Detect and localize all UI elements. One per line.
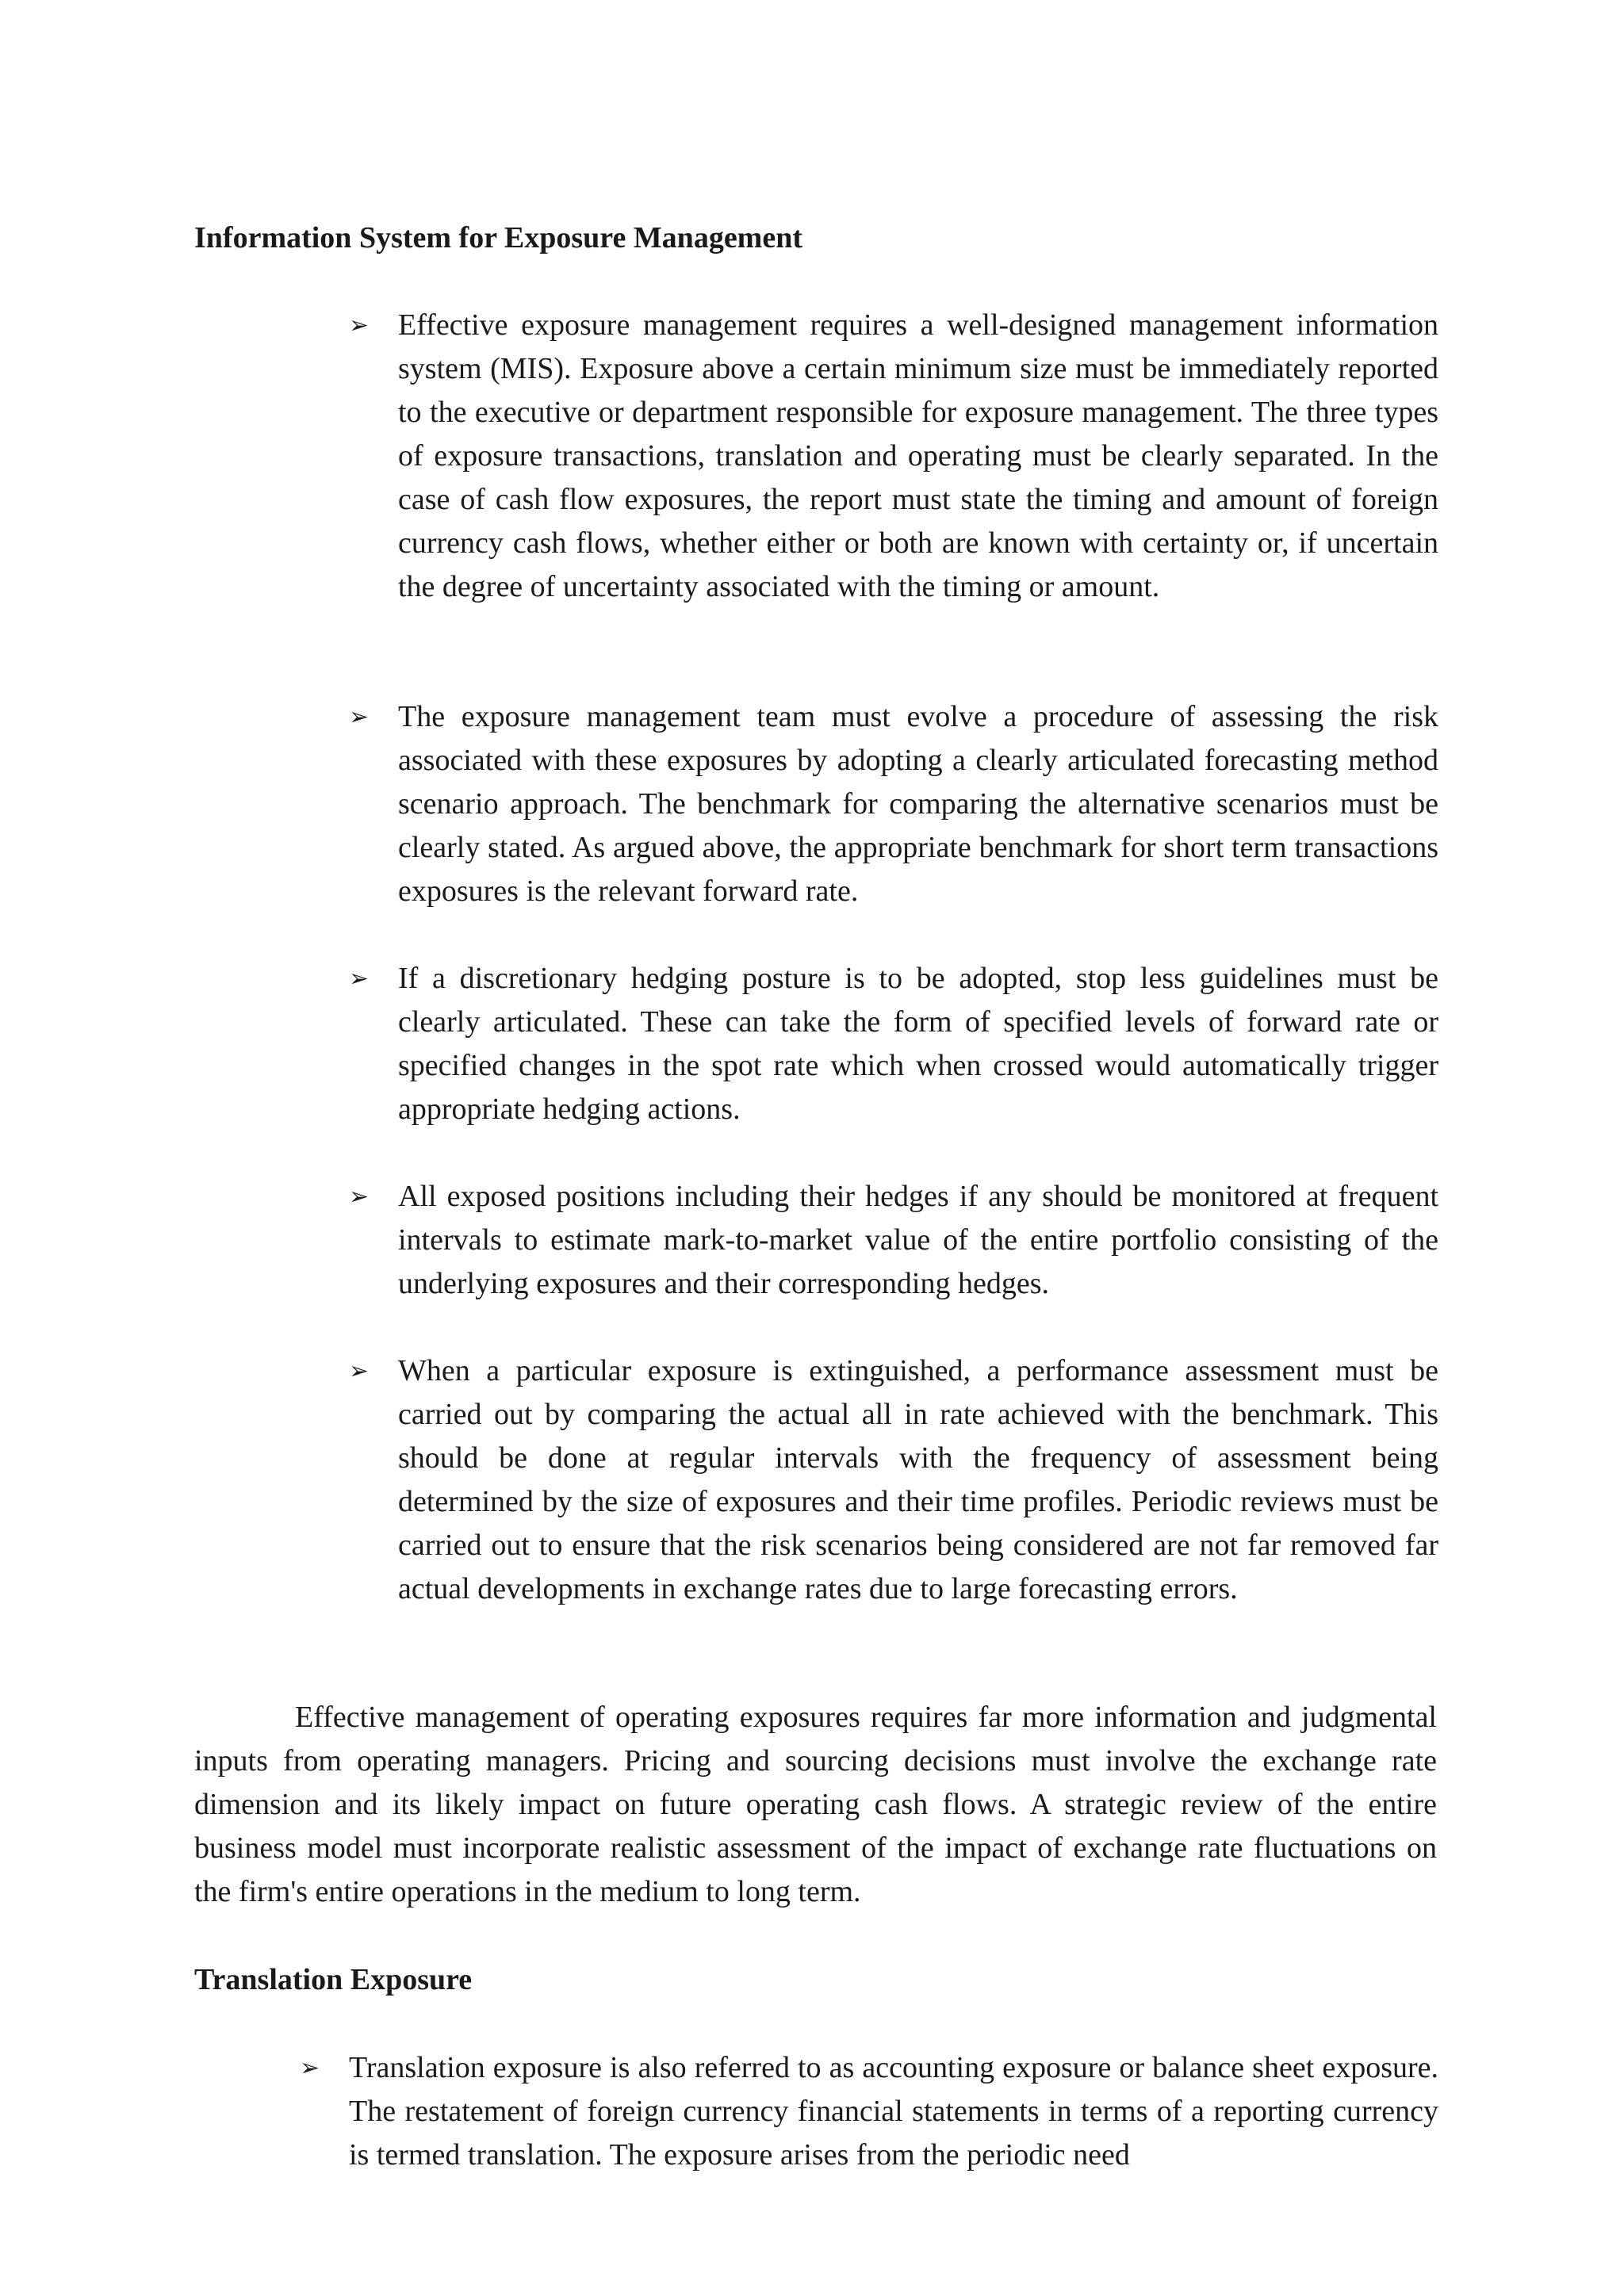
arrowhead-bullet-icon: ➢ — [349, 703, 370, 731]
bullet-text: If a discretionary hedging posture is to be adopted, stop less guidelines must be clearly articulated. These can take the form of specified levels of forward rate or specified changes in the spot rate which when crossed would automatically trigger appropriate hedging actions. — [398, 962, 1438, 1126]
arrowhead-bullet-icon: ➢ — [349, 965, 370, 993]
translation-exposure-bullet-list — [300, 2046, 1438, 2189]
arrowhead-bullet-icon: ➢ — [349, 1357, 370, 1385]
bullet-text: All exposed positions including their hedges if any should be monitored at frequent intervals to estimate mark-to-market value of the entire portfolio consisting of the underlying exposures and their corresponding hedges. — [398, 1180, 1438, 1300]
bullet-text: When a particular exposure is extinguished, a performance assessment must be carried out by comparing the actual all in rate achieved with the benchmark. This should be done at regular intervals with the frequency of assessment being determined by the size of exposures and their time profiles. Periodic reviews must be carried out to ensure that the risk scenarios being considered are not far removed far actual developments in exchange rates due to large forecasting errors. — [398, 1354, 1438, 1605]
arrowhead-bullet-icon: ➢ — [349, 1183, 370, 1211]
section-heading-information-system: Information System for Exposure Management — [194, 221, 802, 254]
section-heading-translation-exposure: Translation Exposure — [194, 1963, 473, 1996]
bullet-text: Translation exposure is also referred to as accounting exposure or balance sheet exposure. The restatement of foreign currency financial statements in terms of a reporting currency is termed translation. The exposure arises from the periodic need — [349, 2051, 1438, 2172]
operating-exposure-paragraph: Effective management of operating exposures requires far more information and judgmental inputs from operating managers. Pricing and sourcing decisions must involve the exchange rate dimension and its likely impact on future operating cash flows. A strategic review of the entire business model must incorporate realistic assessment of the impact of exchange rate fluctuations on the firm's entire operations in the medium to long term. — [194, 1701, 1437, 1908]
arrowhead-bullet-icon: ➢ — [349, 312, 370, 339]
arrowhead-bullet-icon: ➢ — [300, 2054, 320, 2082]
exposure-management-bullet-list — [349, 304, 1438, 1651]
bullet-text: Effective exposure management requires a well-designed management information system (MIS). Exposure above a certain minimum size must be immediately reported to the executive or department responsible for exposure management. The three types of exposure transactions, translation and operating must be clearly separated. In the case of cash flow exposures, the report must state the timing and amount of foreign currency cash flows, whether either or both are known with certainty or, if uncertain the degree of uncertainty associated with the timing or amount. — [398, 308, 1438, 603]
bullet-text: The exposure management team must evolve a procedure of assessing the risk associated with these exposures by adopting a clearly articulated forecasting method scenario approach. The benchmark for comparing the alternative scenarios must be clearly stated. As argued above, the appropriate benchmark for short term transactions exposures is the relevant forward rate. — [398, 700, 1438, 908]
